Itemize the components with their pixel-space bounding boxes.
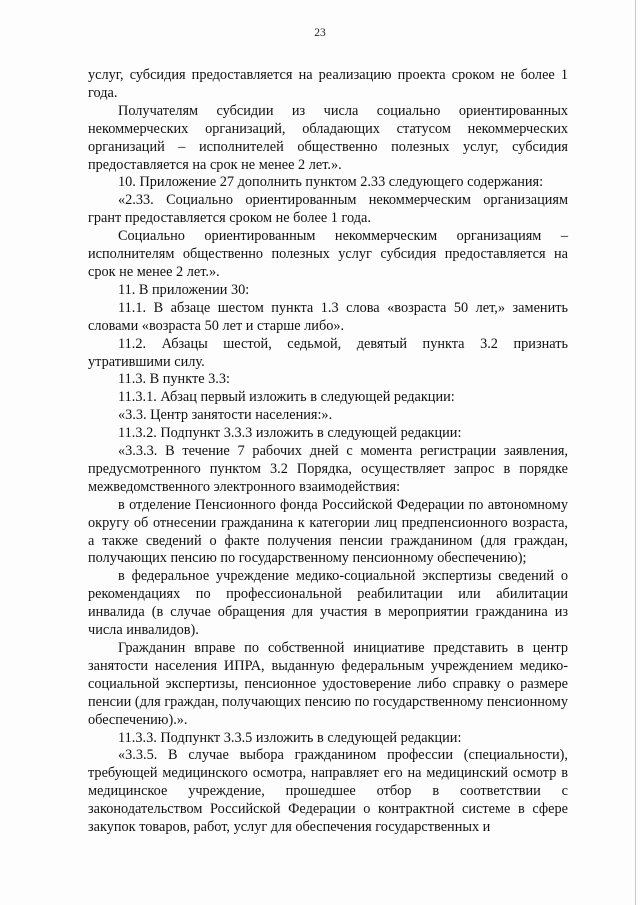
paragraph: услуг, субсидия предоставляется на реализацию проекта сроком не более 1 года. — [88, 67, 568, 101]
paragraph: 10. Приложение 27 дополнить пунктом 2.33 следующего содержания: — [118, 174, 544, 191]
paragraph: «3.3. Центр занятости населения:». — [118, 407, 333, 424]
paragraph: «3.3.3. В течение 7 рабочих дней с момента регистрации заявления, предусмотренного пунктом 3.2 Порядка, осуществляет запрос в порядке межведомственного электронного взаимодействия: — [88, 443, 568, 495]
paragraph: 11.3.3. Подпункт 3.3.5 изложить в следующей редакции: — [118, 729, 462, 746]
document-body — [88, 67, 568, 837]
paragraph: Социально ориентированным некоммерческим организациям – исполнителям общественно полезных услуг субсидия предоставляется на срок не менее 2 лет.». — [88, 228, 568, 280]
paragraph: Гражданин вправе по собственной инициативе представить в центр занятости населения ИПРА, выданную федеральным учреждением медико-социальной экспертизы, пенсионное удостоверение либо справку о размере пенсии (для граждан, получающих пенсию по государственному пенсионному обеспечению).». — [88, 640, 568, 728]
scan-edge — [635, 0, 636, 905]
paragraph: в федеральное учреждение медико-социальной экспертизы сведений о рекомендациях по профессиональной реабилитации или абилитации инвалида (в случае обращения для участия в мероприятии гражданина из числа инвалидов). — [88, 568, 568, 639]
paragraph: «2.33. Социально ориентированным некоммерческим организациям грант предоставляется сроком не более 1 года. — [88, 192, 568, 227]
paragraph: 11.1. В абзаце шестом пункта 1.3 слова «возраста 50 лет,» заменить словами «возраста 50 лет и старше либо». — [88, 299, 568, 334]
paragraph: в отделение Пенсионного фонда Российской Федерации по автономному округу об отнесении гражданина к категории лиц предпенсионного возраста, а также сведений о факте получения пенсии гражданином (для граждан, получающих пенсию по государственному пенсионному обеспечению); — [88, 496, 568, 567]
paragraph: 11.3. В пункте 3.3: — [118, 371, 230, 388]
paragraph: 11. В приложении 30: — [118, 281, 250, 298]
paragraph: Получателям субсидии из числа социально ориентированных некоммерческих организаций, обладающих статусом некоммерческих организаций – исполнителей общественно полезных услуг, субсидия предоставляется на срок не менее 2 лет.». — [88, 102, 568, 173]
paragraph: «3.3.5. В случае выбора гражданином профессии (специальности), требующей медицинского осмотра, направляет его на медицинский осмотр в медицинское учреждение, прошедшее отбор в соответствии с законодательством Российской Федерации о контрактной системе в сфере закупок товаров, работ, услуг для обеспечения государственных и — [88, 747, 568, 836]
paragraph: 11.3.1. Абзац первый изложить в следующей редакции: — [118, 389, 455, 406]
paragraph: 11.2. Абзацы шестой, седьмой, девятый пункта 3.2 признать утратившими силу. — [88, 335, 568, 370]
paragraph: 11.3.2. Подпункт 3.3.3 изложить в следующей редакции: — [118, 425, 462, 442]
page-number: 23 — [314, 27, 326, 39]
